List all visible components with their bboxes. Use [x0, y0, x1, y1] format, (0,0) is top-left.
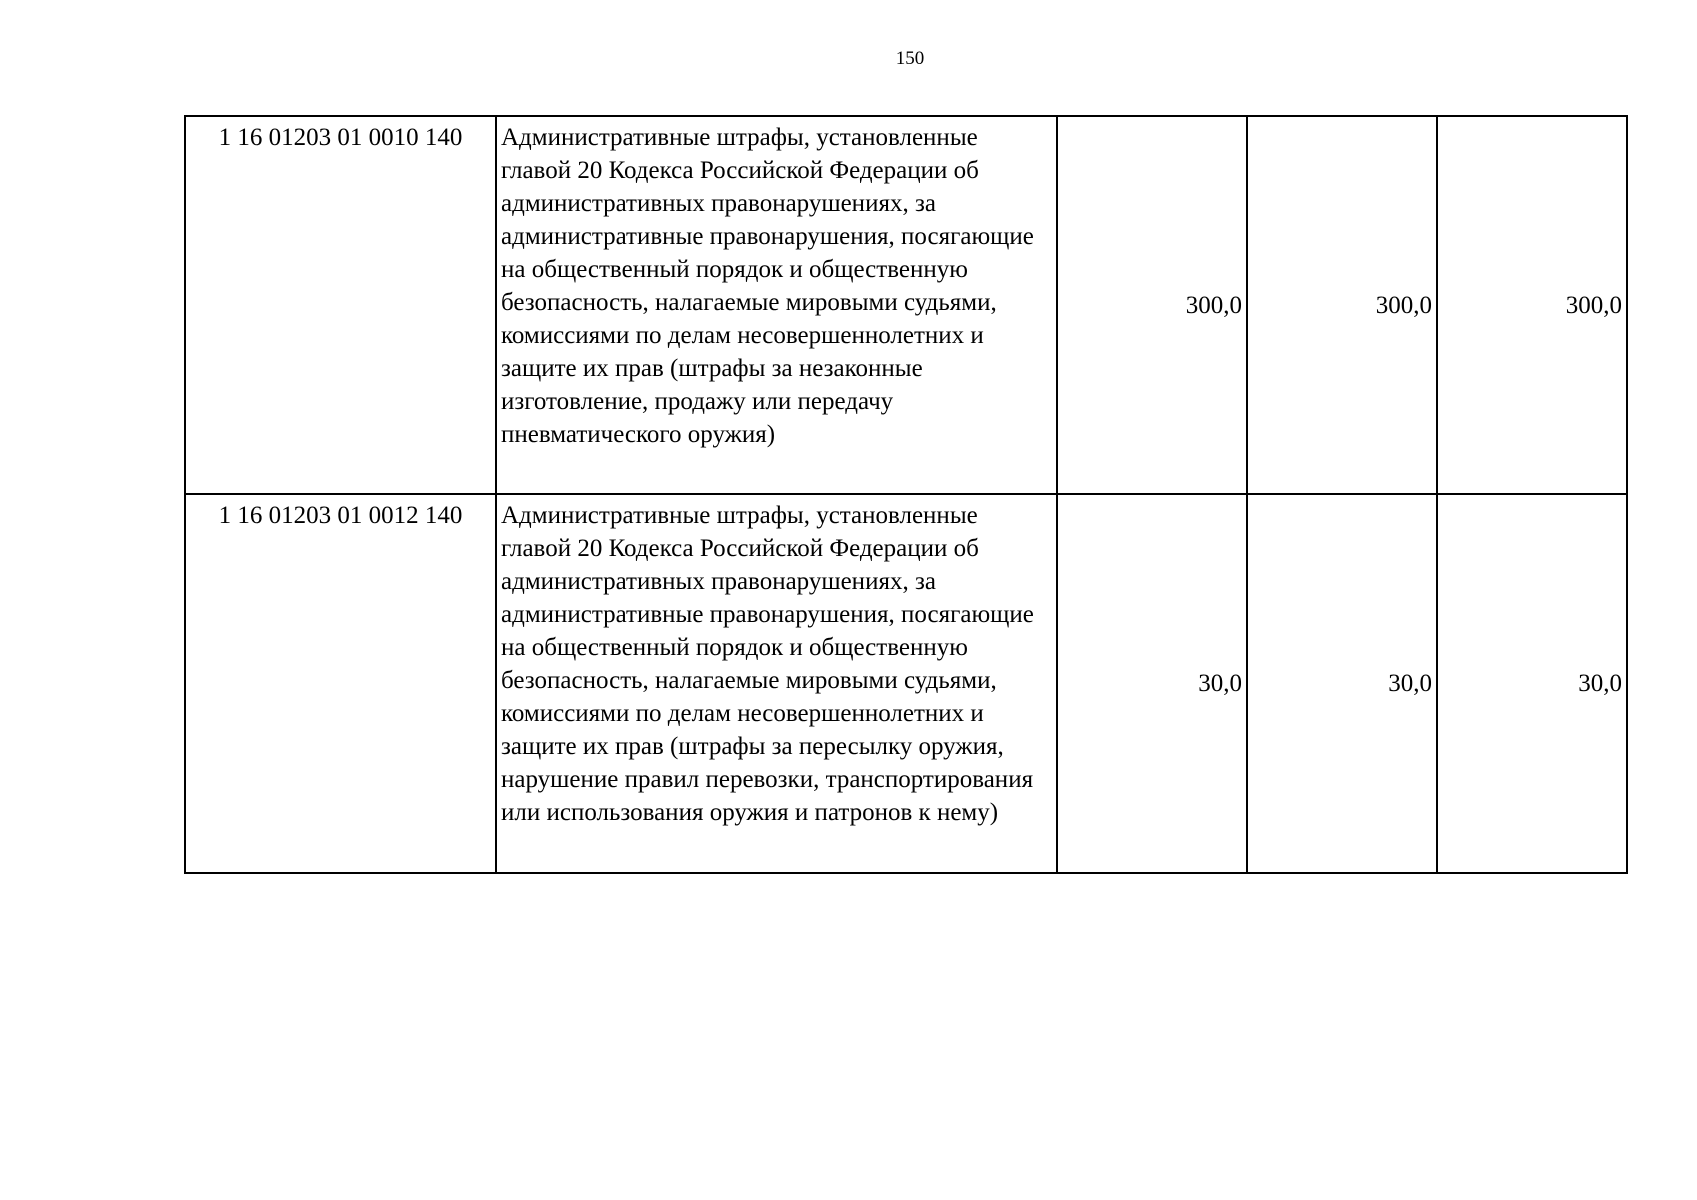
budget-table — [184, 115, 1628, 874]
table-row — [185, 116, 1627, 494]
amount-cell: 300,0 — [1437, 116, 1627, 494]
table-row — [185, 494, 1627, 873]
amount-cell: 30,0 — [1437, 494, 1627, 873]
page-number: 150 — [895, 48, 925, 69]
budget-code-cell: 1 16 01203 01 0010 140 — [185, 116, 496, 494]
amount-cell: 300,0 — [1247, 116, 1437, 494]
budget-code-cell: 1 16 01203 01 0012 140 — [185, 494, 496, 873]
amount-cell: 30,0 — [1057, 494, 1247, 873]
amount-cell: 30,0 — [1247, 494, 1437, 873]
description-cell: Административные штрафы, установленные главой 20 Кодекса Российской Федерации об административных правонарушениях, за административные правонарушения, посягающие на общественный порядок и общественную безопасность, налагаемые мировыми судьями, комиссиями по делам несовершеннолетних и защите их прав (штрафы за пересылку оружия, нарушение правил перевозки, транспортирования или использования оружия и патронов к нему) — [496, 494, 1057, 873]
description-cell: Административные штрафы, установленные главой 20 Кодекса Российской Федерации об административных правонарушениях, за административные правонарушения, посягающие на общественный порядок и общественную безопасность, налагаемые мировыми судьями, комиссиями по делам несовершеннолетних и защите их прав (штрафы за незаконные изготовление, продажу или передачу пневматического оружия) — [496, 116, 1057, 494]
amount-cell: 300,0 — [1057, 116, 1247, 494]
